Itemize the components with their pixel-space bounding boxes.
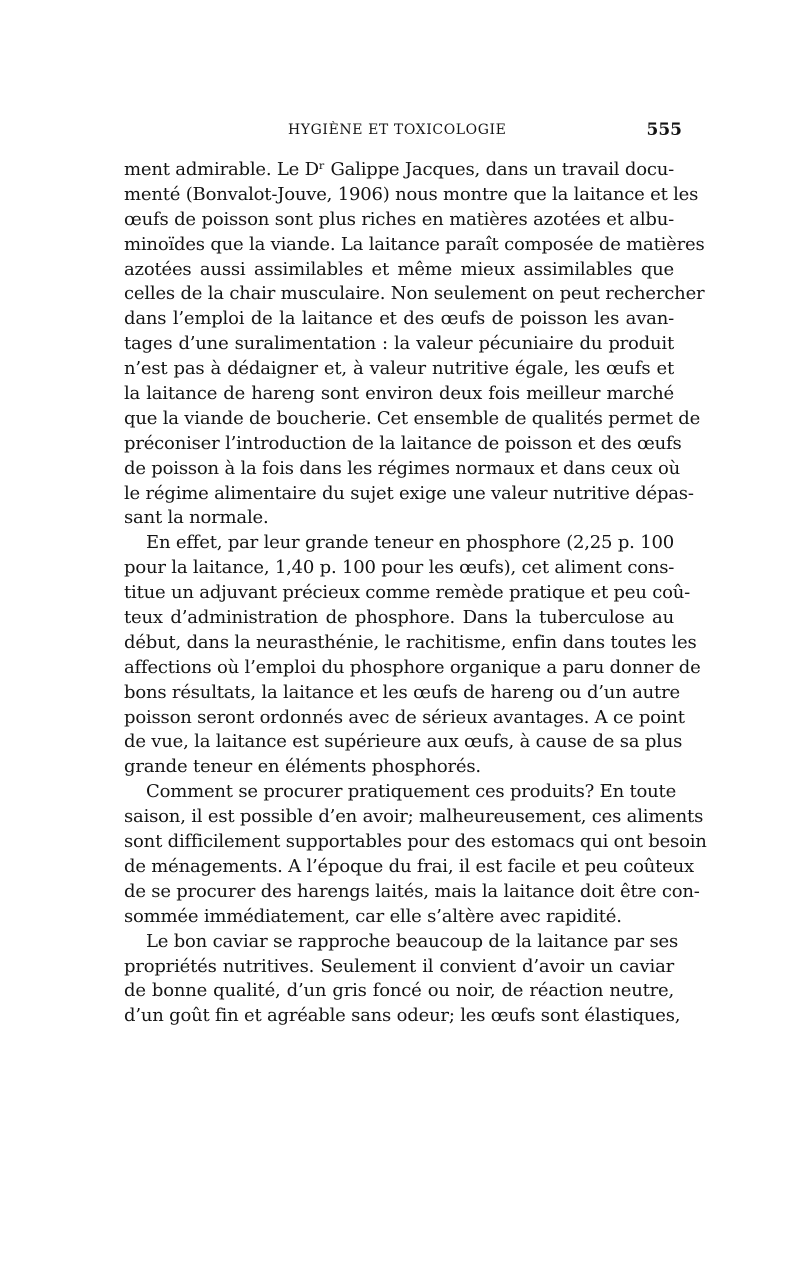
text-line: de se procurer des harengs laités, mais la laitance doit être con- <box>124 880 700 902</box>
text-line: de poisson à la fois dans les régimes normaux et dans ceux où <box>124 457 681 479</box>
paragraph <box>124 930 681 1030</box>
text-line: pour la laitance, 1,40 p. 100 pour les œufs), cet aliment cons- <box>124 557 675 579</box>
text-line: saison, il est possible d’en avoir; malheureusement, ces aliments <box>124 806 704 828</box>
text-line: dans l’emploi de la laitance et des œufs de poisson les avan- <box>124 308 674 330</box>
text-line: le régime alimentaire du sujet exige une valeur nutritive dépas- <box>124 482 694 504</box>
text-line: sont difficilement supportables pour des estomacs qui ont besoin <box>124 831 707 853</box>
text-line: sant la normale. <box>124 507 269 529</box>
text-line: bons résultats, la laitance et les œufs de hareng ou d’un autre <box>124 681 680 703</box>
text-line: de vue, la laitance est supérieure aux œufs, à cause de sa plus <box>124 731 683 753</box>
text-line: tages d’une suralimentation : la valeur pécuniaire du produit <box>124 333 674 355</box>
text-line: Comment se procurer pratiquement ces produits? En toute <box>146 781 677 803</box>
page-header <box>128 122 684 146</box>
text-line: grande teneur en éléments phosphorés. <box>124 756 481 778</box>
page-number: 555 <box>646 120 682 140</box>
text-line: minoïdes que la viande. La laitance paraît composée de matières <box>124 233 705 255</box>
text-line: En effet, par leur grande teneur en phosphore (2,25 p. 100 <box>146 532 674 554</box>
text-line: d’un goût fin et agréable sans odeur; les œufs sont élastiques, <box>124 1005 681 1027</box>
paragraph <box>124 158 705 531</box>
text-line: Le bon caviar se rapproche beaucoup de la laitance par ses <box>146 930 679 952</box>
text-line: la laitance de hareng sont environ deux fois meilleur marché <box>124 383 674 405</box>
text-line: poisson seront ordonnés avec de sérieux avantages. A ce point <box>124 706 685 728</box>
text-line: propriétés nutritives. Seulement il convient d’avoir un caviar <box>124 955 674 977</box>
text-line: début, dans la neurasthénie, le rachitisme, enfin dans toutes les <box>124 631 697 653</box>
text-line: n’est pas à dédaigner et, à valeur nutritive égale, les œufs et <box>124 358 674 380</box>
text-line: menté (Bonvalot-Jouve, 1906) nous montre que la laitance et les <box>124 183 699 205</box>
text-line: titue un adjuvant précieux comme remède pratique et peu coû- <box>124 582 691 604</box>
text-line: teux d’administration de phosphore. Dans la tuberculose au <box>124 607 674 629</box>
body-text <box>124 158 707 1029</box>
text-line: œufs de poisson sont plus riches en matières azotées et albu- <box>124 208 674 230</box>
text-line: préconiser l’introduction de la laitance de poisson et des œufs <box>124 432 682 454</box>
text-line: que la viande de boucherie. Cet ensemble de qualités permet de <box>124 407 701 429</box>
text-line: ment admirable. Le Dʳ Galippe Jacques, dans un travail docu- <box>124 159 674 180</box>
text-line: azotées aussi assimilables et même mieux assimilables que <box>124 258 674 280</box>
text-line: de ménagements. A l’époque du frai, il est facile et peu coûteux <box>124 855 694 877</box>
running-title: HYGIÈNE ET TOXICOLOGIE <box>288 122 507 138</box>
text-line: affections où l’emploi du phosphore organique a paru donner de <box>124 656 701 678</box>
text-line: celles de la chair musculaire. Non seulement on peut rechercher <box>124 283 705 305</box>
text-line: sommée immédiatement, car elle s’altère avec rapidité. <box>124 905 622 927</box>
text-line: de bonne qualité, d’un gris foncé ou noir, de réaction neutre, <box>124 980 674 1002</box>
paragraph <box>124 780 707 929</box>
paragraph <box>124 531 701 780</box>
